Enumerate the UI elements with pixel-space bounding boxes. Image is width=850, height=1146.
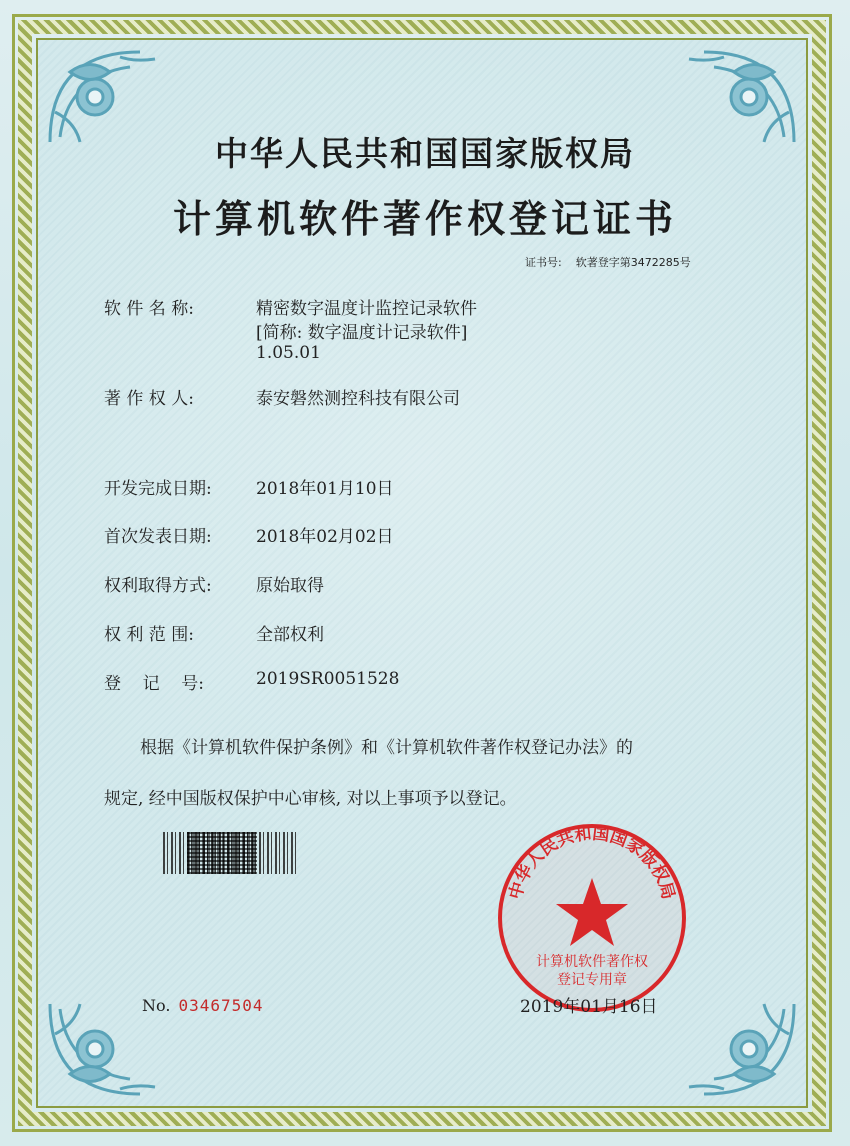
owner-value: 泰安磐然测控科技有限公司 — [256, 389, 460, 409]
certificate-number-label: 证书号: — [525, 256, 562, 269]
certificate-number — [525, 254, 691, 270]
corner-ornament-bottom-right — [674, 994, 804, 1104]
pub-date-value: 2018年02月02日 — [256, 527, 394, 547]
serial-number — [142, 996, 264, 1015]
barcode-pattern — [187, 832, 257, 874]
certificate-title: 计算机软件著作权登记证书 — [172, 197, 677, 241]
issuing-authority: 中华人民共和国国家版权局 — [215, 134, 635, 173]
software-short-name: [简称: 数字温度计记录软件] — [256, 323, 468, 343]
acquire-value: 原始取得 — [256, 576, 324, 596]
owner-label: 著 作 权 人: — [104, 389, 194, 409]
reg-no-row — [104, 669, 400, 694]
issue-date: 2019年01月16日 — [520, 997, 658, 1017]
acquire-label: 权利取得方式: — [104, 576, 212, 596]
dev-date-value: 2018年01月10日 — [256, 479, 394, 499]
reg-no-label: 登 记 号: — [104, 674, 204, 694]
pub-date-label: 首次发表日期: — [104, 527, 212, 547]
seal-center-line-1: 计算机软件著作权 — [536, 954, 648, 970]
serial-label: No. — [142, 996, 171, 1015]
certificate-number-value: 软著登字第3472285号 — [575, 256, 691, 269]
software-version: 1.05.01 — [256, 343, 321, 363]
software-name-row — [104, 294, 477, 319]
software-name-value: 精密数字温度计监控记录软件 — [256, 299, 477, 319]
dev-date-label: 开发完成日期: — [104, 479, 212, 499]
acquire-row — [104, 571, 324, 596]
serial-value: 03467504 — [178, 996, 264, 1015]
owner-row — [104, 384, 460, 409]
seal-center-line-2: 登记专用章 — [557, 972, 627, 988]
official-seal — [492, 818, 692, 1018]
dev-date-row — [104, 474, 394, 499]
statement-line-1: 根据《计算机软件保护条例》和《计算机软件著作权登记办法》的 — [140, 738, 633, 758]
scope-row — [104, 620, 324, 645]
seal-ring-text: 中华人民共和国国家版权局 — [505, 823, 679, 902]
scope-value: 全部权利 — [256, 625, 324, 645]
reg-no-value: 2019SR0051528 — [256, 669, 400, 689]
scope-label: 权 利 范 围: — [104, 625, 194, 645]
pub-date-row — [104, 522, 394, 547]
software-name-label: 软 件 名 称: — [104, 299, 194, 319]
statement-line-2: 规定, 经中国版权保护中心审核, 对以上事项予以登记。 — [104, 789, 517, 809]
